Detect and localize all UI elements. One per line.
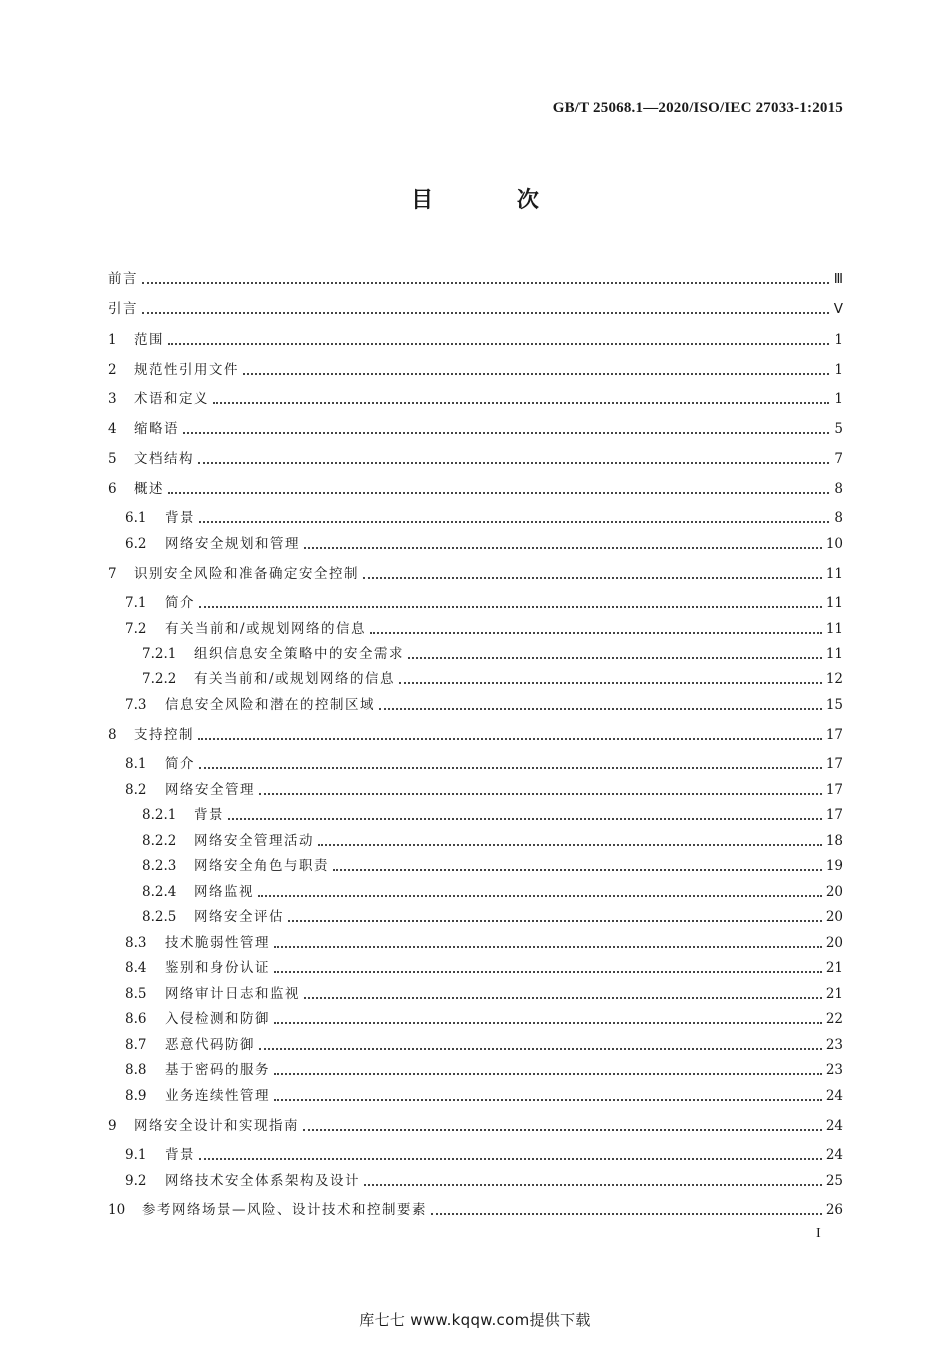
toc-section-number: 9.1 (125, 1147, 147, 1163)
toc-leader-dots (364, 1171, 822, 1186)
toc-entry[interactable] (108, 803, 843, 823)
toc-entry[interactable] (108, 905, 843, 925)
toc-entry[interactable] (108, 562, 843, 582)
toc-section-number: 8.8 (125, 1062, 147, 1078)
toc-entry[interactable] (108, 642, 843, 662)
toc-entry[interactable] (108, 752, 843, 772)
toc-section-number: 7 (108, 566, 117, 582)
toc-label: 有关当前和/或规划网络的信息 (194, 671, 396, 687)
toc-section-number: 8.4 (125, 960, 147, 976)
toc-page-number: 17 (825, 807, 843, 823)
toc-section-number: 6.1 (125, 510, 147, 526)
toc-leader-dots (408, 644, 822, 659)
toc-entry[interactable] (108, 1143, 843, 1163)
toc-section-number: 8.7 (125, 1037, 147, 1053)
toc-entry[interactable] (108, 693, 843, 713)
toc-label: 基于密码的服务 (165, 1062, 270, 1078)
toc-label: 信息安全风险和潜在的控制区域 (165, 697, 375, 713)
toc-section-number: 8.2.3 (142, 858, 177, 874)
toc-section-number: 7.1 (125, 595, 147, 611)
toc-entry[interactable] (108, 297, 843, 317)
toc-page-number: 20 (825, 909, 843, 925)
toc-label: 简介 (165, 595, 195, 611)
toc-section-number: 8.3 (125, 935, 147, 951)
toc-entry[interactable] (108, 1084, 843, 1104)
toc-leader-dots (274, 1060, 822, 1075)
toc-leader-dots (258, 882, 822, 897)
toc-label: 缩略语 (134, 421, 179, 437)
toc-label: 组织信息安全策略中的安全需求 (194, 646, 404, 662)
toc-leader-dots (303, 1116, 822, 1131)
toc-label: 引言 (108, 301, 138, 317)
toc-entry[interactable] (108, 956, 843, 976)
toc-section-number: 5 (108, 451, 117, 467)
toc-page-number: 24 (825, 1147, 843, 1163)
toc-entry[interactable] (108, 447, 843, 467)
toc-label: 支持控制 (134, 727, 194, 743)
toc-entry[interactable] (108, 358, 843, 378)
toc-entry[interactable] (108, 880, 843, 900)
toc-section-number: 8.6 (125, 1011, 147, 1027)
toc-leader-dots (274, 1009, 822, 1024)
toc-section-number: 4 (108, 421, 117, 437)
page-title: 目 次 (411, 188, 577, 213)
toc-page-number: 18 (825, 833, 843, 849)
toc-entry[interactable] (108, 829, 843, 849)
toc-page-number: 23 (825, 1037, 843, 1053)
footer-watermark: 库七七 www.kqqw.com提供下载 (359, 1311, 591, 1329)
toc-leader-dots (304, 984, 822, 999)
toc-page-number: 20 (825, 935, 843, 951)
toc-label: 范围 (134, 332, 164, 348)
toc-label: 网络安全评估 (194, 909, 284, 925)
toc-leader-dots (304, 534, 822, 549)
toc-section-number: 6.2 (125, 536, 147, 552)
toc-section-number: 8.9 (125, 1088, 147, 1104)
toc-leader-dots (274, 958, 822, 973)
toc-leader-dots (168, 330, 829, 345)
toc-page-number: 1 (834, 332, 843, 348)
toc-section-number: 1 (108, 332, 117, 348)
toc-label: 术语和定义 (134, 391, 209, 407)
toc-label: 网络安全管理 (165, 782, 255, 798)
toc-entry[interactable] (108, 328, 843, 348)
toc-section-number: 10 (108, 1202, 126, 1218)
toc-leader-dots (274, 933, 822, 948)
toc-leader-dots (318, 831, 822, 846)
toc-section-number: 9.2 (125, 1173, 147, 1189)
toc-entry[interactable] (108, 1033, 843, 1053)
toc-section-number: 3 (108, 391, 117, 407)
toc-page-number: 21 (825, 986, 843, 1002)
toc-entry[interactable] (108, 591, 843, 611)
toc-section-number: 8.2.1 (142, 807, 177, 823)
toc-page-number: 1 (834, 391, 843, 407)
toc-label: 鉴别和身份认证 (165, 960, 270, 976)
toc-page-number: 17 (825, 756, 843, 772)
toc-page-number: 5 (834, 421, 843, 437)
toc-label: 背景 (194, 807, 224, 823)
toc-entry[interactable] (108, 1007, 843, 1027)
toc-leader-dots (198, 725, 822, 740)
toc-section-number: 8.5 (125, 986, 147, 1002)
toc-page-number: 23 (825, 1062, 843, 1078)
toc-page-number: 17 (825, 727, 843, 743)
toc-label: 识别安全风险和准备确定安全控制 (134, 566, 359, 582)
toc-label: 规范性引用文件 (134, 362, 239, 378)
toc-section-number: 7.2.1 (142, 646, 177, 662)
toc-page-number: 7 (834, 451, 843, 467)
toc-label: 概述 (134, 481, 164, 497)
toc-label: 网络安全规划和管理 (165, 536, 300, 552)
toc-page-number: 8 (834, 481, 843, 497)
toc-label: 网络监视 (194, 884, 254, 900)
toc-leader-dots (142, 269, 829, 284)
toc-section-number: 8.2.5 (142, 909, 177, 925)
toc-section-number: 7.3 (125, 697, 147, 713)
toc-leader-dots (259, 780, 822, 795)
toc-label: 简介 (165, 756, 195, 772)
toc-entry[interactable] (108, 267, 843, 287)
toc-leader-dots (399, 669, 822, 684)
toc-section-number: 7.2.2 (142, 671, 177, 687)
toc-leader-dots (379, 695, 822, 710)
toc-label: 网络安全管理活动 (194, 833, 314, 849)
toc-section-number: 6 (108, 481, 117, 497)
toc-page-number: Ⅲ (833, 271, 843, 286)
toc-entry[interactable] (108, 778, 843, 798)
toc-leader-dots (228, 805, 822, 820)
toc-entry[interactable] (108, 1114, 843, 1134)
toc-label: 有关当前和/或规划网络的信息 (165, 621, 367, 637)
toc-label: 恶意代码防御 (165, 1037, 255, 1053)
toc-entry[interactable] (108, 854, 843, 874)
toc-entry[interactable] (108, 982, 843, 1002)
toc-entry[interactable] (108, 723, 843, 743)
toc-leader-dots (363, 564, 822, 579)
toc-entry[interactable] (108, 931, 843, 951)
page-number: I (816, 1226, 821, 1241)
toc-section-number: 8.2.2 (142, 833, 177, 849)
toc-leader-dots (243, 360, 829, 375)
toc-page-number: 8 (834, 510, 843, 526)
toc-leader-dots (199, 508, 829, 523)
toc-label: 网络审计日志和监视 (165, 986, 300, 1002)
toc-label: 文档结构 (134, 451, 194, 467)
toc-label: 网络安全角色与职责 (194, 858, 329, 874)
toc-entry[interactable] (108, 1058, 843, 1078)
toc-entry[interactable] (108, 532, 843, 552)
toc-entry[interactable] (108, 506, 843, 526)
toc-label: 参考网络场景—风险、设计技术和控制要素 (142, 1202, 427, 1218)
toc-section-number: 9 (108, 1118, 117, 1134)
toc-leader-dots (198, 449, 829, 464)
toc-leader-dots (168, 479, 829, 494)
toc-page-number: 20 (825, 884, 843, 900)
toc-label: 入侵检测和防御 (165, 1011, 270, 1027)
toc-section-number: 8 (108, 727, 117, 743)
toc-page-number: 21 (825, 960, 843, 976)
toc-leader-dots (288, 907, 822, 922)
toc-label: 业务连续性管理 (165, 1088, 270, 1104)
toc-leader-dots (213, 389, 829, 404)
toc-page-number: 24 (825, 1118, 843, 1134)
toc-entry[interactable] (108, 1198, 843, 1218)
toc-leader-dots (199, 593, 822, 608)
toc-entry[interactable] (108, 477, 843, 497)
toc-page-number: Ⅴ (833, 301, 843, 316)
toc-entry[interactable] (108, 667, 843, 687)
toc-page-number: 19 (825, 858, 843, 874)
toc-entry[interactable] (108, 387, 843, 407)
toc-page-number: 1 (834, 362, 843, 378)
toc-leader-dots (431, 1200, 822, 1215)
toc-page-number: 11 (825, 595, 843, 611)
toc-page-number: 26 (825, 1202, 843, 1218)
toc-leader-dots (333, 856, 822, 871)
toc-leader-dots (183, 419, 829, 434)
toc-label: 网络技术安全体系架构及设计 (165, 1173, 360, 1189)
toc-section-number: 2 (108, 362, 117, 378)
toc-section-number: 8.1 (125, 756, 147, 772)
toc-entry[interactable] (108, 1169, 843, 1189)
toc-section-number: 8.2 (125, 782, 147, 798)
toc-label: 前言 (108, 271, 138, 287)
toc-page-number: 17 (825, 782, 843, 798)
toc-page-number: 25 (825, 1173, 843, 1189)
toc-page-number: 10 (825, 536, 843, 552)
toc-leader-dots (199, 754, 822, 769)
toc-page-number: 11 (825, 646, 843, 662)
toc-label: 背景 (165, 1147, 195, 1163)
toc-entry[interactable] (108, 417, 843, 437)
toc-leader-dots (274, 1086, 822, 1101)
toc-section-number: 7.2 (125, 621, 147, 637)
toc-label: 背景 (165, 510, 195, 526)
toc-page-number: 12 (825, 671, 843, 687)
toc-leader-dots (142, 299, 829, 314)
toc-leader-dots (199, 1145, 822, 1160)
toc-page-number: 22 (825, 1011, 843, 1027)
toc-page-number: 11 (825, 566, 843, 582)
toc-leader-dots (370, 619, 822, 634)
toc-page-number: 24 (825, 1088, 843, 1104)
toc-page-number: 15 (825, 697, 843, 713)
toc-label: 技术脆弱性管理 (165, 935, 270, 951)
toc-leader-dots (259, 1035, 822, 1050)
standard-code: GB/T 25068.1—2020/ISO/IEC 27033-1:2015 (552, 100, 843, 116)
toc-entry[interactable] (108, 617, 843, 637)
toc-section-number: 8.2.4 (142, 884, 177, 900)
toc-label: 网络安全设计和实现指南 (134, 1118, 299, 1134)
toc-page-number: 11 (825, 621, 843, 637)
